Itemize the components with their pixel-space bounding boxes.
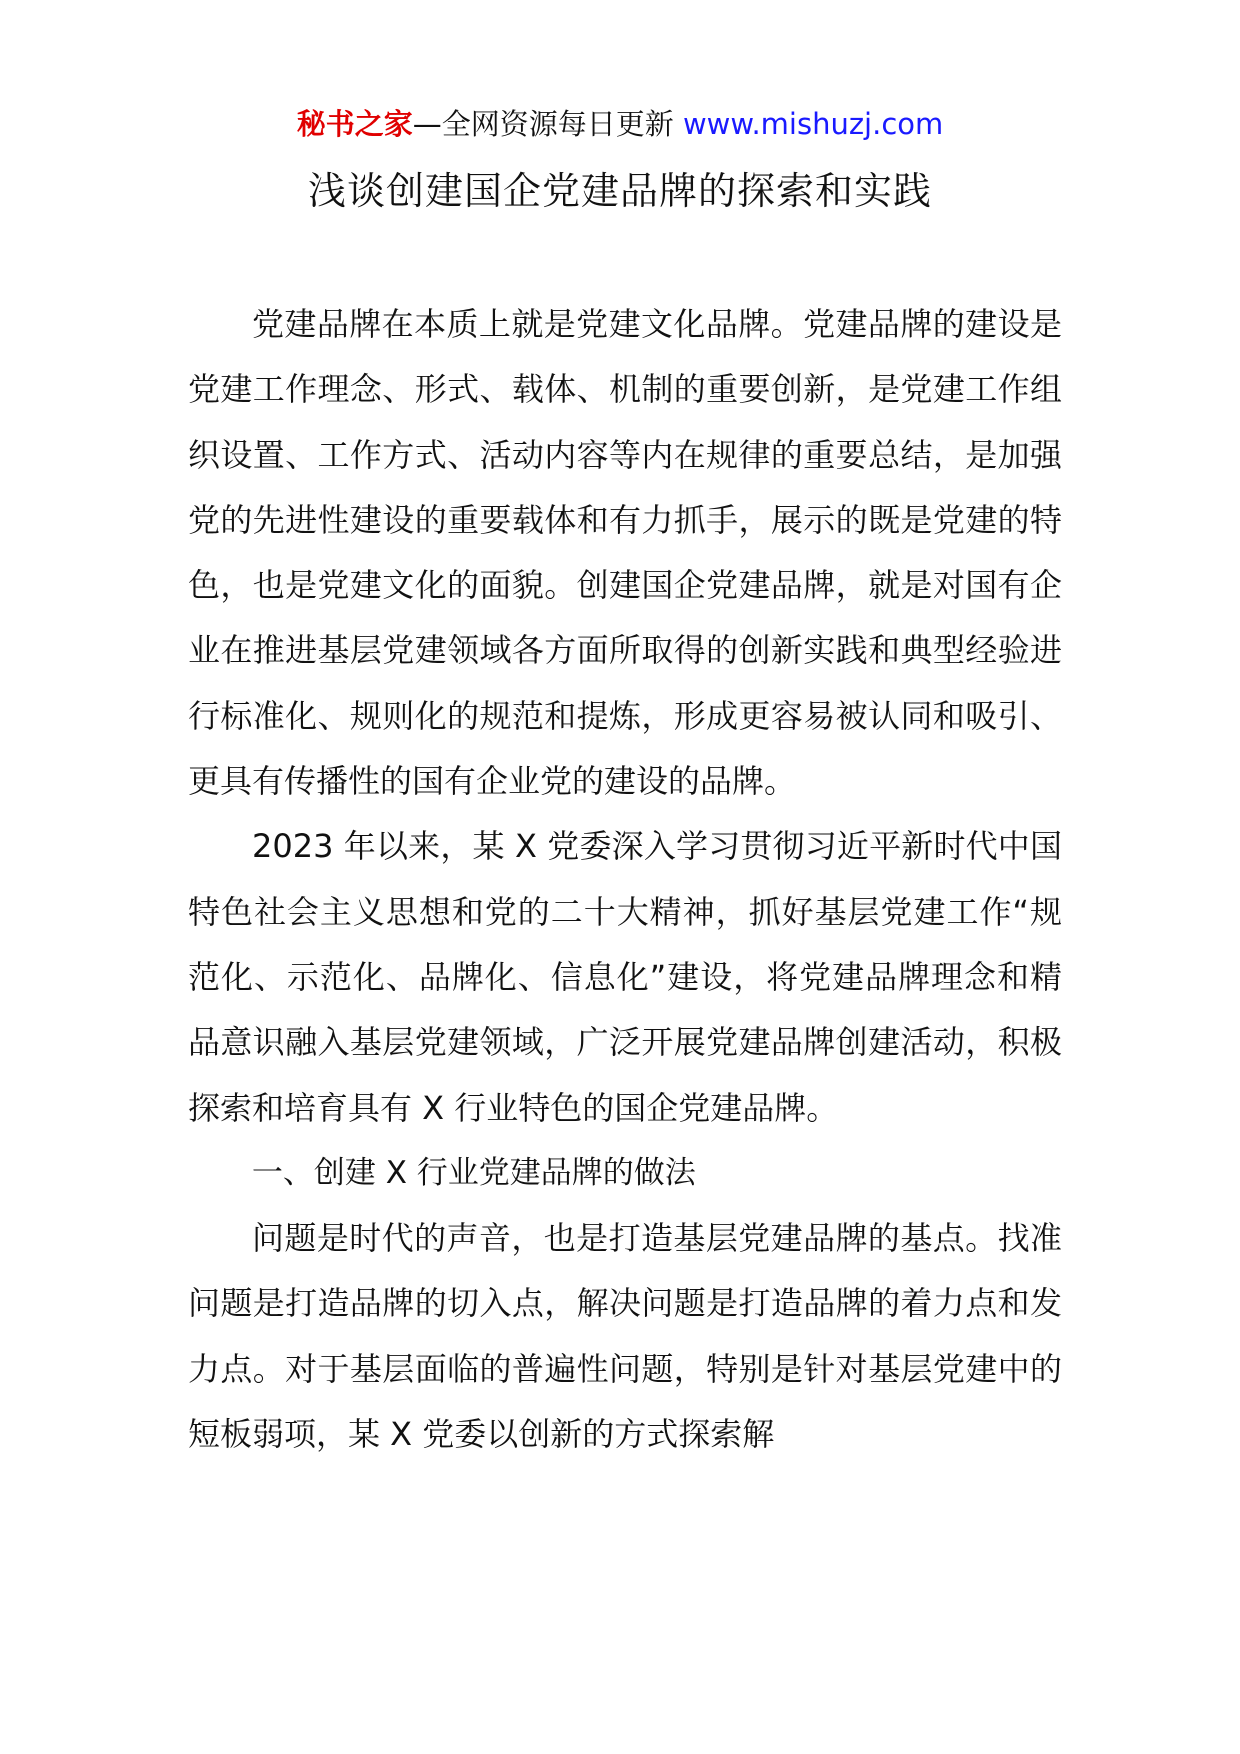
- site-tagline: —全网资源每日更新: [412, 107, 683, 141]
- site-brand: 秘书之家: [296, 107, 413, 141]
- body-paragraph: 问题是时代的声音，也是打造基层党建品牌的基点。找准问题是打造品牌的切入点，解决问题是打造品牌的着力点和发力点。对于基层面临的普遍性问题，特别是针对基层党建中的短板弱项，某 X 党委以创新的方式探索解: [188, 1219, 1062, 1454]
- section-heading: 一、创建 X 行业党建品牌的做法: [251, 1154, 696, 1191]
- site-url-link[interactable]: www.mishuzj.com: [682, 107, 944, 141]
- document-title: 浅谈创建国企党建品牌的探索和实践: [307, 169, 932, 213]
- body-paragraph: 2023 年以来，某 X 党委深入学习贯彻习近平新时代中国特色社会主义思想和党的二十大精神，抓好基层党建工作“规范化、示范化、品牌化、信息化”建设，将党建品牌理念和精品意识融入基层党建领域，广泛开展党建品牌创建活动，积极探索和培育具有 X 行业特色的国企党建品牌。: [188, 827, 1062, 1127]
- body-paragraph: 党建品牌在本质上就是党建文化品牌。党建品牌的建设是党建工作理念、形式、载体、机制的重要创新，是党建工作组织设置、工作方式、活动内容等内在规律的重要总结，是加强党的先进性建设的重要载体和有力抓手，展示的既是党建的特色，也是党建文化的面貌。创建国企党建品牌，就是对国有企业在推进基层党建领域各方面所取得的创新实践和典型经验进行标准化、规则化的规范和提炼，形成更容易被认同和吸引、更具有传播性的国有企业党的建设的品牌。: [188, 305, 1062, 801]
- document-body: [188, 292, 1062, 1467]
- site-header: [0, 104, 1240, 144]
